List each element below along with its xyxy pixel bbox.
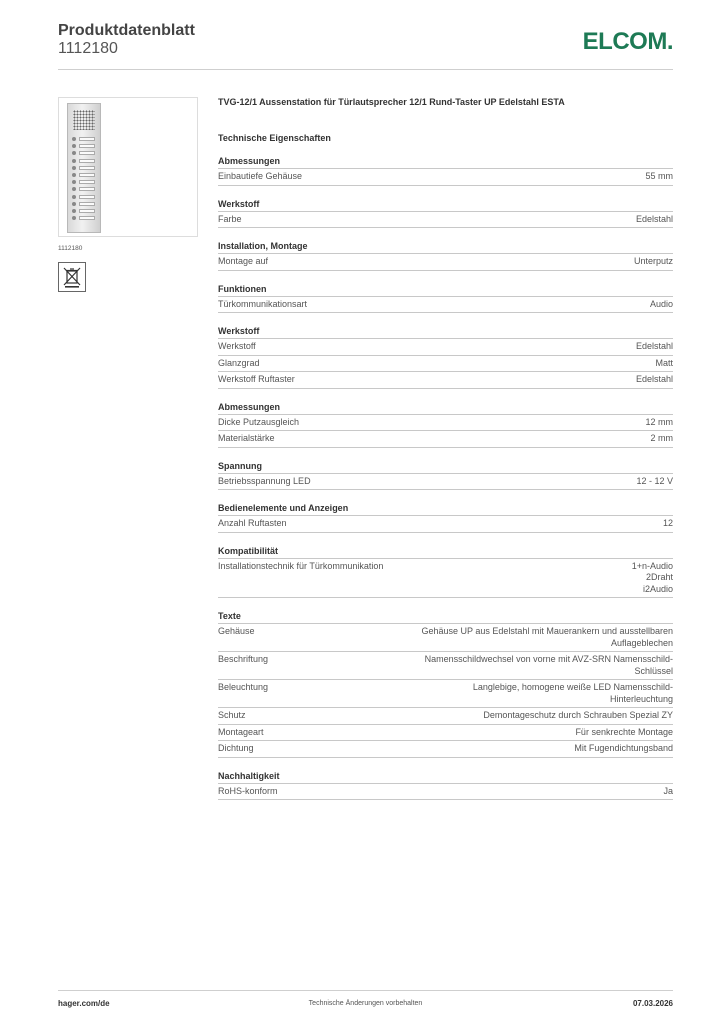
property-row bbox=[218, 339, 673, 356]
property-row bbox=[218, 169, 673, 186]
call-button-graphic bbox=[72, 187, 96, 191]
property-row bbox=[218, 680, 673, 708]
property-row bbox=[218, 254, 673, 271]
property-label: Anzahl Ruftasten bbox=[218, 518, 287, 528]
property-group bbox=[218, 503, 673, 533]
property-value: Langlebige, homogene weiße LED Namensschild-Hinterleuchtung bbox=[472, 682, 673, 704]
group-title: Abmessungen bbox=[218, 156, 673, 169]
image-caption: 1112180 bbox=[58, 245, 83, 252]
call-button-graphic bbox=[72, 166, 96, 170]
footer-website: hager.com/de bbox=[58, 999, 110, 1008]
group-title: Werkstoff bbox=[218, 326, 673, 339]
call-button-graphic bbox=[72, 151, 96, 155]
property-label: Glanzgrad bbox=[218, 357, 260, 368]
datasheet-content bbox=[218, 97, 673, 800]
property-label: Montage auf bbox=[218, 256, 269, 266]
property-value: 12 mm bbox=[645, 416, 673, 427]
call-button-graphic bbox=[72, 180, 96, 184]
property-value: Edelstahl bbox=[635, 213, 673, 224]
property-label: Beschriftung bbox=[218, 654, 269, 664]
property-label: Installationstechnik für Türkommunikation bbox=[218, 560, 384, 571]
property-value: Gehäuse UP aus Edelstahl mit Mauerankern und ausstellbaren Auflageblechen bbox=[421, 626, 673, 648]
property-row bbox=[218, 212, 673, 229]
elcom-logo: ELCOM. bbox=[582, 28, 673, 55]
group-title: Nachhaltigkeit bbox=[218, 771, 673, 784]
property-label: Werkstoff Ruftaster bbox=[218, 374, 295, 384]
product-image bbox=[58, 97, 198, 237]
property-group bbox=[218, 199, 673, 229]
property-label: RoHS-konform bbox=[218, 785, 278, 796]
call-button-graphic bbox=[72, 144, 96, 148]
page-header bbox=[58, 20, 673, 70]
property-value: Edelstahl bbox=[635, 341, 673, 351]
group-title: Installation, Montage bbox=[218, 241, 673, 254]
group-title: Bedienelemente und Anzeigen bbox=[218, 503, 673, 516]
property-value: Ja bbox=[663, 785, 673, 796]
group-title: Abmessungen bbox=[218, 402, 673, 415]
property-group bbox=[218, 284, 673, 314]
property-label: Materialstärke bbox=[218, 433, 275, 443]
property-value: Namensschildwechsel von vorne mit AVZ-SRN Namensschild-Schlüssel bbox=[424, 654, 673, 676]
property-group bbox=[218, 546, 673, 599]
speaker-grille bbox=[73, 110, 95, 130]
product-title: TVG-12/1 Aussenstation für Türlautsprecher 12/1 Rund-Taster UP Edelstahl ESTA bbox=[218, 97, 565, 107]
property-value: 12 bbox=[662, 518, 673, 528]
page-footer bbox=[58, 990, 673, 1016]
property-row bbox=[218, 784, 673, 801]
property-label: Farbe bbox=[218, 213, 242, 224]
property-group bbox=[218, 402, 673, 448]
property-row bbox=[218, 559, 673, 599]
call-button-graphic bbox=[72, 202, 96, 206]
group-title: Spannung bbox=[218, 461, 673, 474]
property-value: Demontageschutz durch Schrauben Spezial ZY bbox=[483, 710, 673, 720]
group-title: Funktionen bbox=[218, 284, 673, 297]
property-value: Audio bbox=[649, 298, 673, 309]
property-label: Einbautiefe Gehäuse bbox=[218, 171, 303, 181]
property-group bbox=[218, 326, 673, 389]
property-group bbox=[218, 461, 673, 491]
property-label: Schutz bbox=[218, 710, 246, 720]
section-heading: Technische Eigenschaften bbox=[218, 133, 331, 143]
call-button-graphic bbox=[72, 216, 96, 220]
property-group bbox=[218, 771, 673, 801]
property-row bbox=[218, 297, 673, 314]
property-row bbox=[218, 356, 673, 373]
property-value: 2 mm bbox=[650, 433, 673, 443]
property-row bbox=[218, 708, 673, 725]
product-sidebar bbox=[58, 97, 198, 292]
call-button-graphic bbox=[72, 159, 96, 163]
call-button-graphic bbox=[72, 173, 96, 177]
property-value: Matt bbox=[655, 357, 673, 368]
property-row bbox=[218, 431, 673, 448]
property-groups bbox=[218, 156, 673, 800]
property-row bbox=[218, 372, 673, 389]
property-label: Dichtung bbox=[218, 743, 254, 753]
property-row bbox=[218, 652, 673, 680]
property-label: Türkommunikationsart bbox=[218, 298, 308, 309]
property-label: Dicke Putzausgleich bbox=[218, 416, 300, 427]
property-label: Beleuchtung bbox=[218, 682, 269, 692]
property-row bbox=[218, 725, 673, 742]
property-label: Betriebsspannung LED bbox=[218, 475, 311, 486]
property-label: Werkstoff bbox=[218, 341, 256, 351]
call-button-graphic bbox=[72, 137, 96, 141]
property-group bbox=[218, 241, 673, 271]
property-value: Für senkrechte Montage bbox=[575, 726, 673, 737]
group-title: Texte bbox=[218, 611, 673, 624]
property-value: 55 mm bbox=[645, 171, 673, 181]
property-group bbox=[218, 611, 673, 758]
property-row bbox=[218, 741, 673, 758]
call-button-graphic bbox=[72, 195, 96, 199]
property-row bbox=[218, 474, 673, 491]
property-value: Unterputz bbox=[633, 256, 673, 266]
property-value: Mit Fugendichtungsband bbox=[574, 743, 673, 753]
property-row bbox=[218, 415, 673, 432]
group-title: Kompatibilität bbox=[218, 546, 673, 559]
property-row bbox=[218, 516, 673, 533]
weee-crossed-bin-icon bbox=[58, 262, 86, 292]
property-value: 12 - 12 V bbox=[636, 475, 673, 486]
footer-date: 07.03.2026 bbox=[632, 999, 673, 1008]
property-value: 1+n-Audio 2Draht i2Audio bbox=[631, 560, 673, 594]
property-label: Montageart bbox=[218, 726, 264, 737]
document-title: Produktdatenblatt bbox=[58, 22, 195, 39]
door-station-panel bbox=[67, 103, 101, 233]
document-number: 1112180 bbox=[58, 40, 118, 57]
footer-disclaimer: Technische Änderungen vorbehalten bbox=[308, 1000, 423, 1007]
property-value: Edelstahl bbox=[635, 374, 673, 384]
property-row bbox=[218, 624, 673, 652]
group-title: Werkstoff bbox=[218, 199, 673, 212]
property-label: Gehäuse bbox=[218, 626, 255, 636]
property-group bbox=[218, 156, 673, 186]
call-button-graphic bbox=[72, 209, 96, 213]
